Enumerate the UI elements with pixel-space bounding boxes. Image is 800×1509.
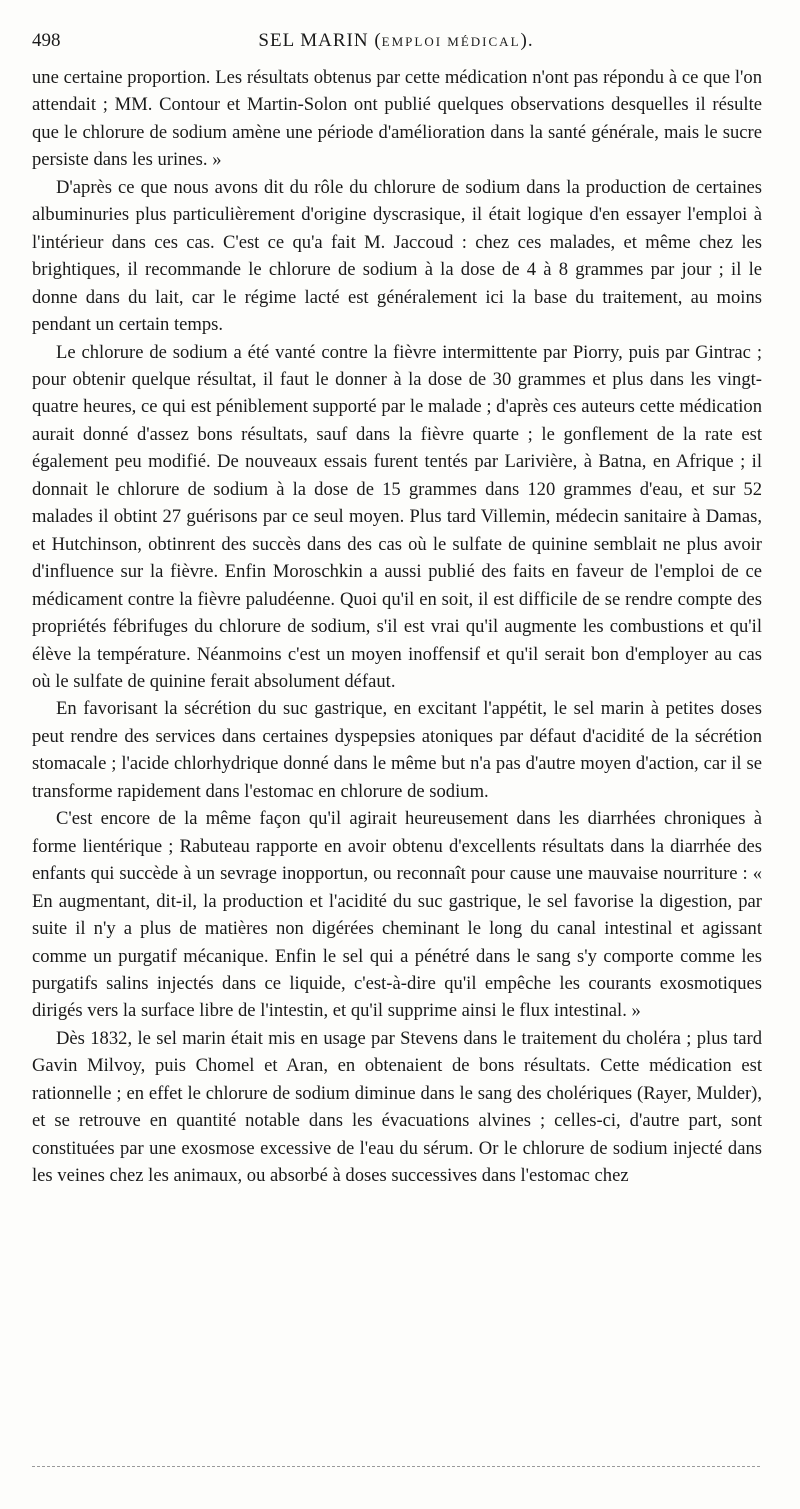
page-header <box>32 30 760 60</box>
paragraph: C'est encore de la même façon qu'il agirait heureusement dans les diarrhées chroniques à forme lientérique ; Rabuteau rapporte en avoir obtenu d'excellents résultats dans la diarrhée des enfants qui succède à un sevrage inopportun, ou reconnaît pour cause une mauvaise nourriture : « En augmentant, dit-il, la production et l'acidité du suc gastrique, le sel favorise la digestion, par suite il n'y a plus de matières non digérées cheminant le long du canal intestinal et agissant comme un purgatif mécanique. Enfin le sel qui a pénétré dans le sang s'y comporte comme les purgatifs salins injectés dans ce liquide, c'est-à-dire qu'il empêche les courants exosmotiques dirigés vers la surface libre de l'intestin, et qu'il supprime ainsi le flux intestinal. » <box>32 808 762 1022</box>
page-number: 498 <box>32 30 61 51</box>
paragraph: D'après ce que nous avons dit du rôle du chlorure de sodium dans la production de certaines albuminuries plus particulièrement d'origine dyscrasique, il était logique d'en essayer l'emploi à l'intérieur dans ces cas. C'est ce qu'a fait M. Jaccoud : chez ces malades, et même chez les brightiques, il recommande le chlorure de sodium à la dose de 4 à 8 grammes par jour ; il le donne dans du lait, car le régime lacté est généralement ici la base du traitement, au moins pendant un certain temps. <box>32 176 762 336</box>
running-close: ). <box>520 30 534 51</box>
running-head <box>32 30 760 52</box>
paragraph: une certaine proportion. Les résultats obtenus par cette médication n'ont pas répondu à ce que l'on attendait ; MM. Contour et Martin-Solon ont publié quelques observations desquelles il résulte que le chlorure de sodium amène une période d'amélioration dans la santé générale, mais le sucre persiste dans les urines. » <box>32 67 762 171</box>
running-title: SEL MARIN ( <box>258 30 382 51</box>
paragraph: Le chlorure de sodium a été vanté contre la fièvre intermittente par Piorry, puis par Gintrac ; pour obtenir quelque résultat, il faut le donner à la dose de 30 grammes et plus dans les vingt-quatre heures, ce qui est péniblement supporté par le malade ; d'après ces auteurs cette médication aurait donné d'assez bons résultats, sauf dans la fièvre quarte ; le gonflement de la rate est également peu modifié. De nouveaux essais furent tentés par Larivière, à Batna, en Afrique ; il donnait le chlorure de sodium à la dose de 15 grammes dans 120 grammes d'eau, et sur 52 malades il obtint 27 guérisons par ce seul moyen. Plus tard Villemin, médecin sanitaire à Damas, et Hutchinson, obtinrent des succès dans des cas où le sulfate de quinine semblait ne plus avoir d'influence sur la fièvre. Enfin Moroschkin a aussi publié des faits en faveur de l'emploi de ce médicament contre la fièvre paludéenne. Quoi qu'il en soit, il est difficile de se rendre compte des propriétés fébrifuges du chlorure de sodium, s'il est vrai qu'il augmente les combustions et qu'il élève la température. Néanmoins c'est un moyen inoffensif et qu'il serait bon d'employer au cas où le sulfate de quinine ferait absolument défaut. <box>32 341 762 692</box>
paragraph: En favorisant la sécrétion du suc gastrique, en excitant l'appétit, le sel marin à petites doses peut rendre des services dans certaines dyspepsies atoniques par défaut d'acidité de la sécrétion stomacale ; l'acide chlorhydrique donné dans le même but n'a pas d'autre moyen d'action, car il se transforme rapidement dans l'estomac en chlorure de sodium. <box>32 698 762 802</box>
running-subtitle: EMPLOI MÉDICAL <box>381 34 521 49</box>
body-text <box>32 64 762 1190</box>
paragraph: Dès 1832, le sel marin était mis en usage par Stevens dans le traitement du choléra ; plus tard Gavin Milvoy, puis Chomel et Aran, en obtenaient de bons résultats. Cette médication est rationnelle ; en effet le chlorure de sodium diminue dans le sang des cholériques (Rayer, Mulder), et se retrouve en quantité notable dans les évacuations alvines ; celles-ci, d'autre part, sont constituées par une exosmose excessive de l'eau du sérum. Or le chlorure de sodium injecté dans les veines chez les animaux, ou absorbé à doses successives dans l'estomac chez <box>32 1027 762 1187</box>
footer-rule <box>32 1466 760 1467</box>
